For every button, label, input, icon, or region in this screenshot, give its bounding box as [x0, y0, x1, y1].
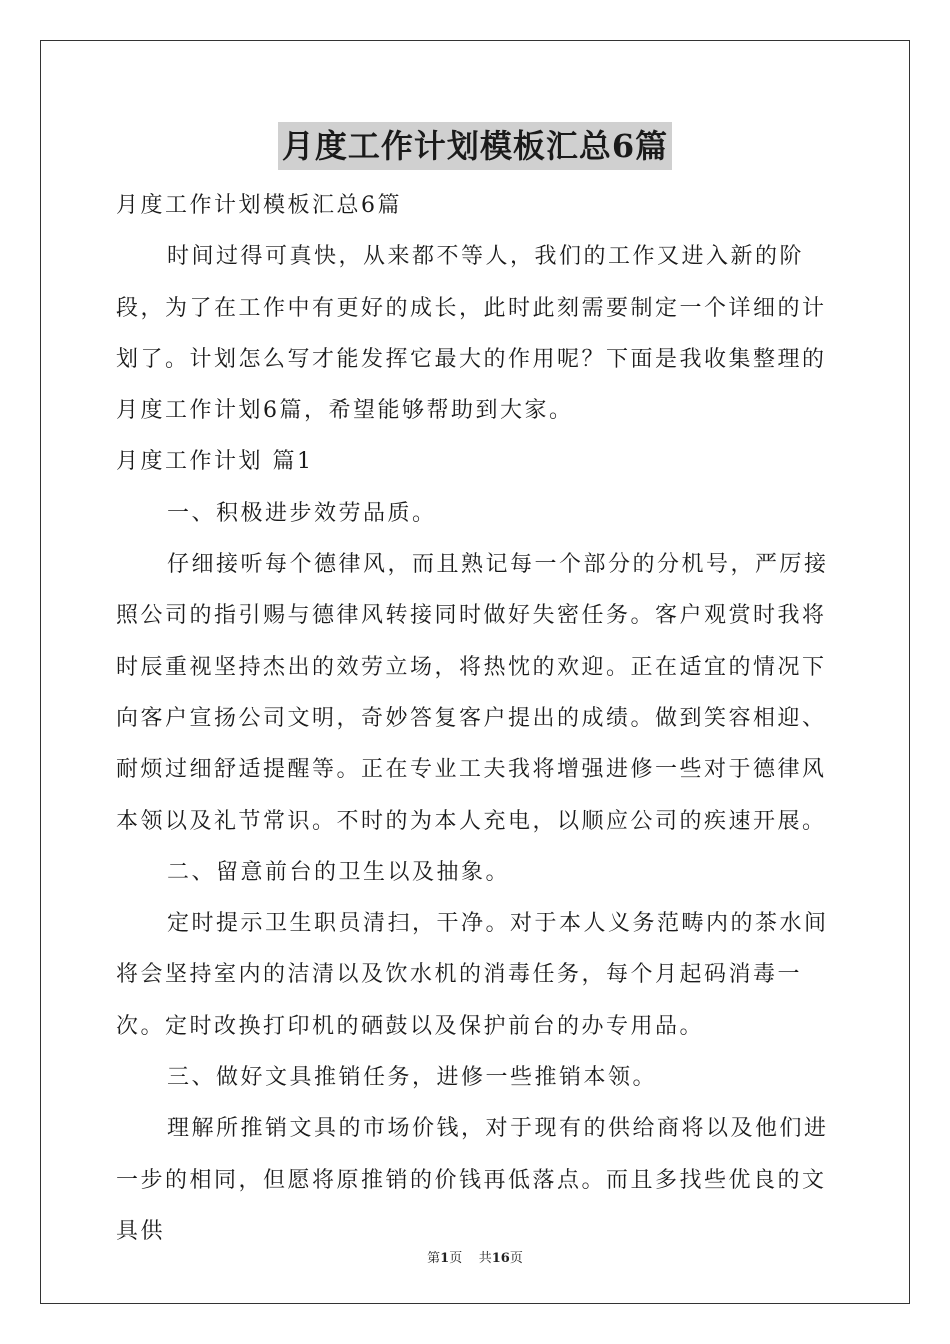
total-prefix: 共 [478, 1251, 492, 1266]
title-container [0, 122, 950, 170]
document-title: 月度工作计划模板汇总6篇 [278, 122, 672, 170]
total-pages: 16 [491, 1251, 510, 1266]
paragraph: 时间过得可真快，从来都不等人，我们的工作又进入新的阶段，为了在工作中有更好的成长，此时此刻需要制定一个详细的计划了。计划怎么写才能发挥它最大的作用呢？下面是我收集整理的月度工作计划6篇，希望能够帮助到大家。 [116, 244, 827, 424]
paragraph: 理解所推销文具的市场价钱，对于现有的供给商将以及他们进一步的相同，但愿将原推销的价钱再低落点。而且多找些优良的文具供 [116, 1116, 829, 1244]
subheading: 一、积极进步效劳品质。 [167, 500, 437, 526]
total-suffix: 页 [509, 1251, 523, 1266]
page-number: 1 [440, 1251, 450, 1266]
paragraph: 定时提示卫生职员清扫，干净。对于本人义务范畴内的茶水间将会坚持室内的洁清以及饮水机的消毒任务，每个月起码消毒一次。定时改换打印机的硒鼓以及保护前台的办专用品。 [116, 911, 829, 1039]
section-heading: 月度工作计划 篇1 [116, 449, 314, 475]
paragraph: 月度工作计划模板汇总6篇 [116, 193, 402, 218]
subheading: 二、留意前台的卫生以及抽象。 [167, 859, 511, 885]
page-prefix: 第 [427, 1251, 441, 1266]
page-footer [0, 1247, 950, 1266]
page-suffix: 页 [449, 1251, 463, 1266]
subheading: 三、做好文具推销任务，进修一些推销本领。 [167, 1065, 658, 1091]
paragraph: 仔细接听每个德律风，而且熟记每一个部分的分机号，严厉接照公司的指引赐与德律风转接同时做好失密任务。客户观赏时我将时辰重视坚持杰出的效劳立场，将热忱的欢迎。正在适宜的情况下向客户宣扬公司文明，奇妙答复客户提出的成绩。做到笑容相迎、耐烦过细舒适提醒等。正在专业工夫我将增强进修一些对于德律风本领以及礼节常识。不时的为本人充电，以顺应公司的疾速开展。 [116, 552, 829, 834]
document-body [116, 180, 836, 1257]
